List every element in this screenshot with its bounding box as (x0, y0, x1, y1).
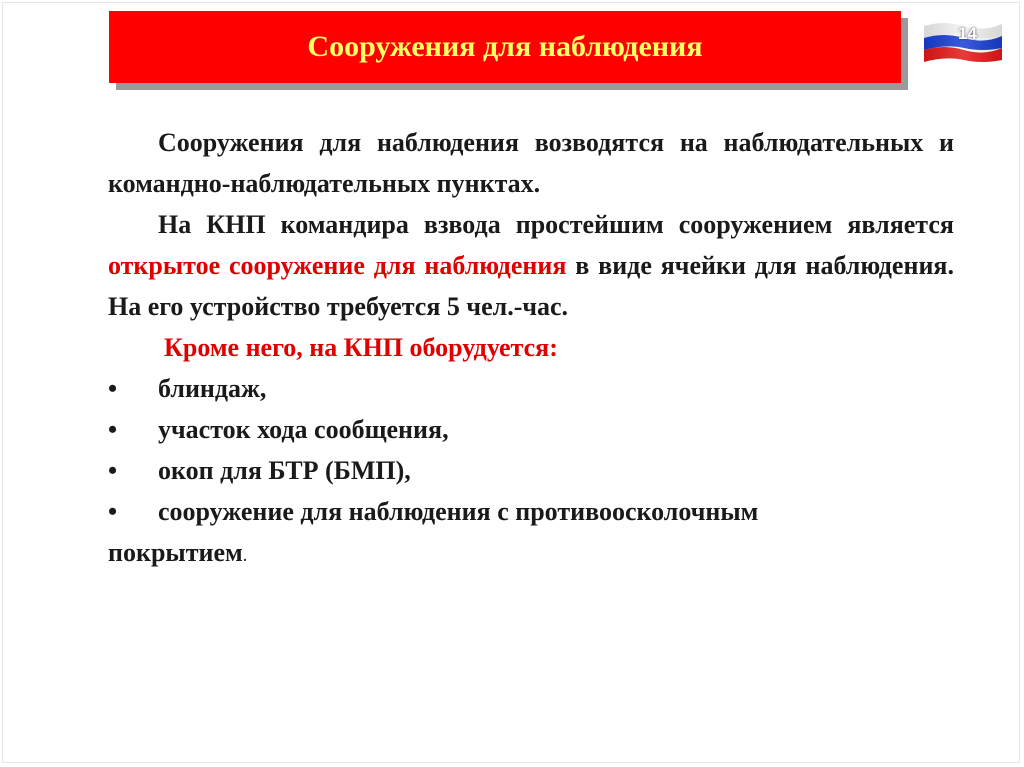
list-item-text: блиндаж, (158, 374, 267, 403)
continuation-text: покрытием (108, 538, 243, 567)
list-item-text: сооружение для наблюдения с противоосколочным (158, 497, 759, 526)
bullet-mark: • (108, 456, 118, 485)
list-item (108, 368, 954, 409)
list-item (108, 450, 954, 491)
paragraph-1: Сооружения для наблюдения возводятся на наблюдательных и командно-наблюдательных пунктах. (108, 128, 954, 198)
subheading: Кроме него, на КНП оборудуется: (164, 333, 558, 362)
slide-title: Сооружения для наблюдения (307, 30, 703, 63)
title-bar (109, 11, 901, 83)
paragraph-2-start: На КНП командира взвода простейшим сооружением является (158, 210, 954, 239)
list-item-text: участок хода сообщения, (158, 415, 449, 444)
trailing-dot: . (242, 545, 248, 565)
list-item-continuation (108, 532, 954, 576)
list-item (108, 409, 954, 450)
list-item (108, 491, 954, 532)
bullet-mark: • (108, 374, 118, 403)
russian-flag-icon (922, 14, 1002, 64)
bullet-mark: • (108, 415, 118, 444)
paragraph-2 (108, 204, 954, 327)
slide-number: 14 (958, 24, 977, 43)
slide-body (108, 122, 954, 576)
highlight-term: открытое сооружение для наблюдения (108, 251, 567, 280)
bullet-mark: • (108, 497, 118, 526)
list-item-text: окоп для БТР (БМП), (158, 456, 411, 485)
paragraph-2-end: в виде ячейки для наблюдения. На его устройство требуется 5 чел.-час. (108, 251, 954, 321)
